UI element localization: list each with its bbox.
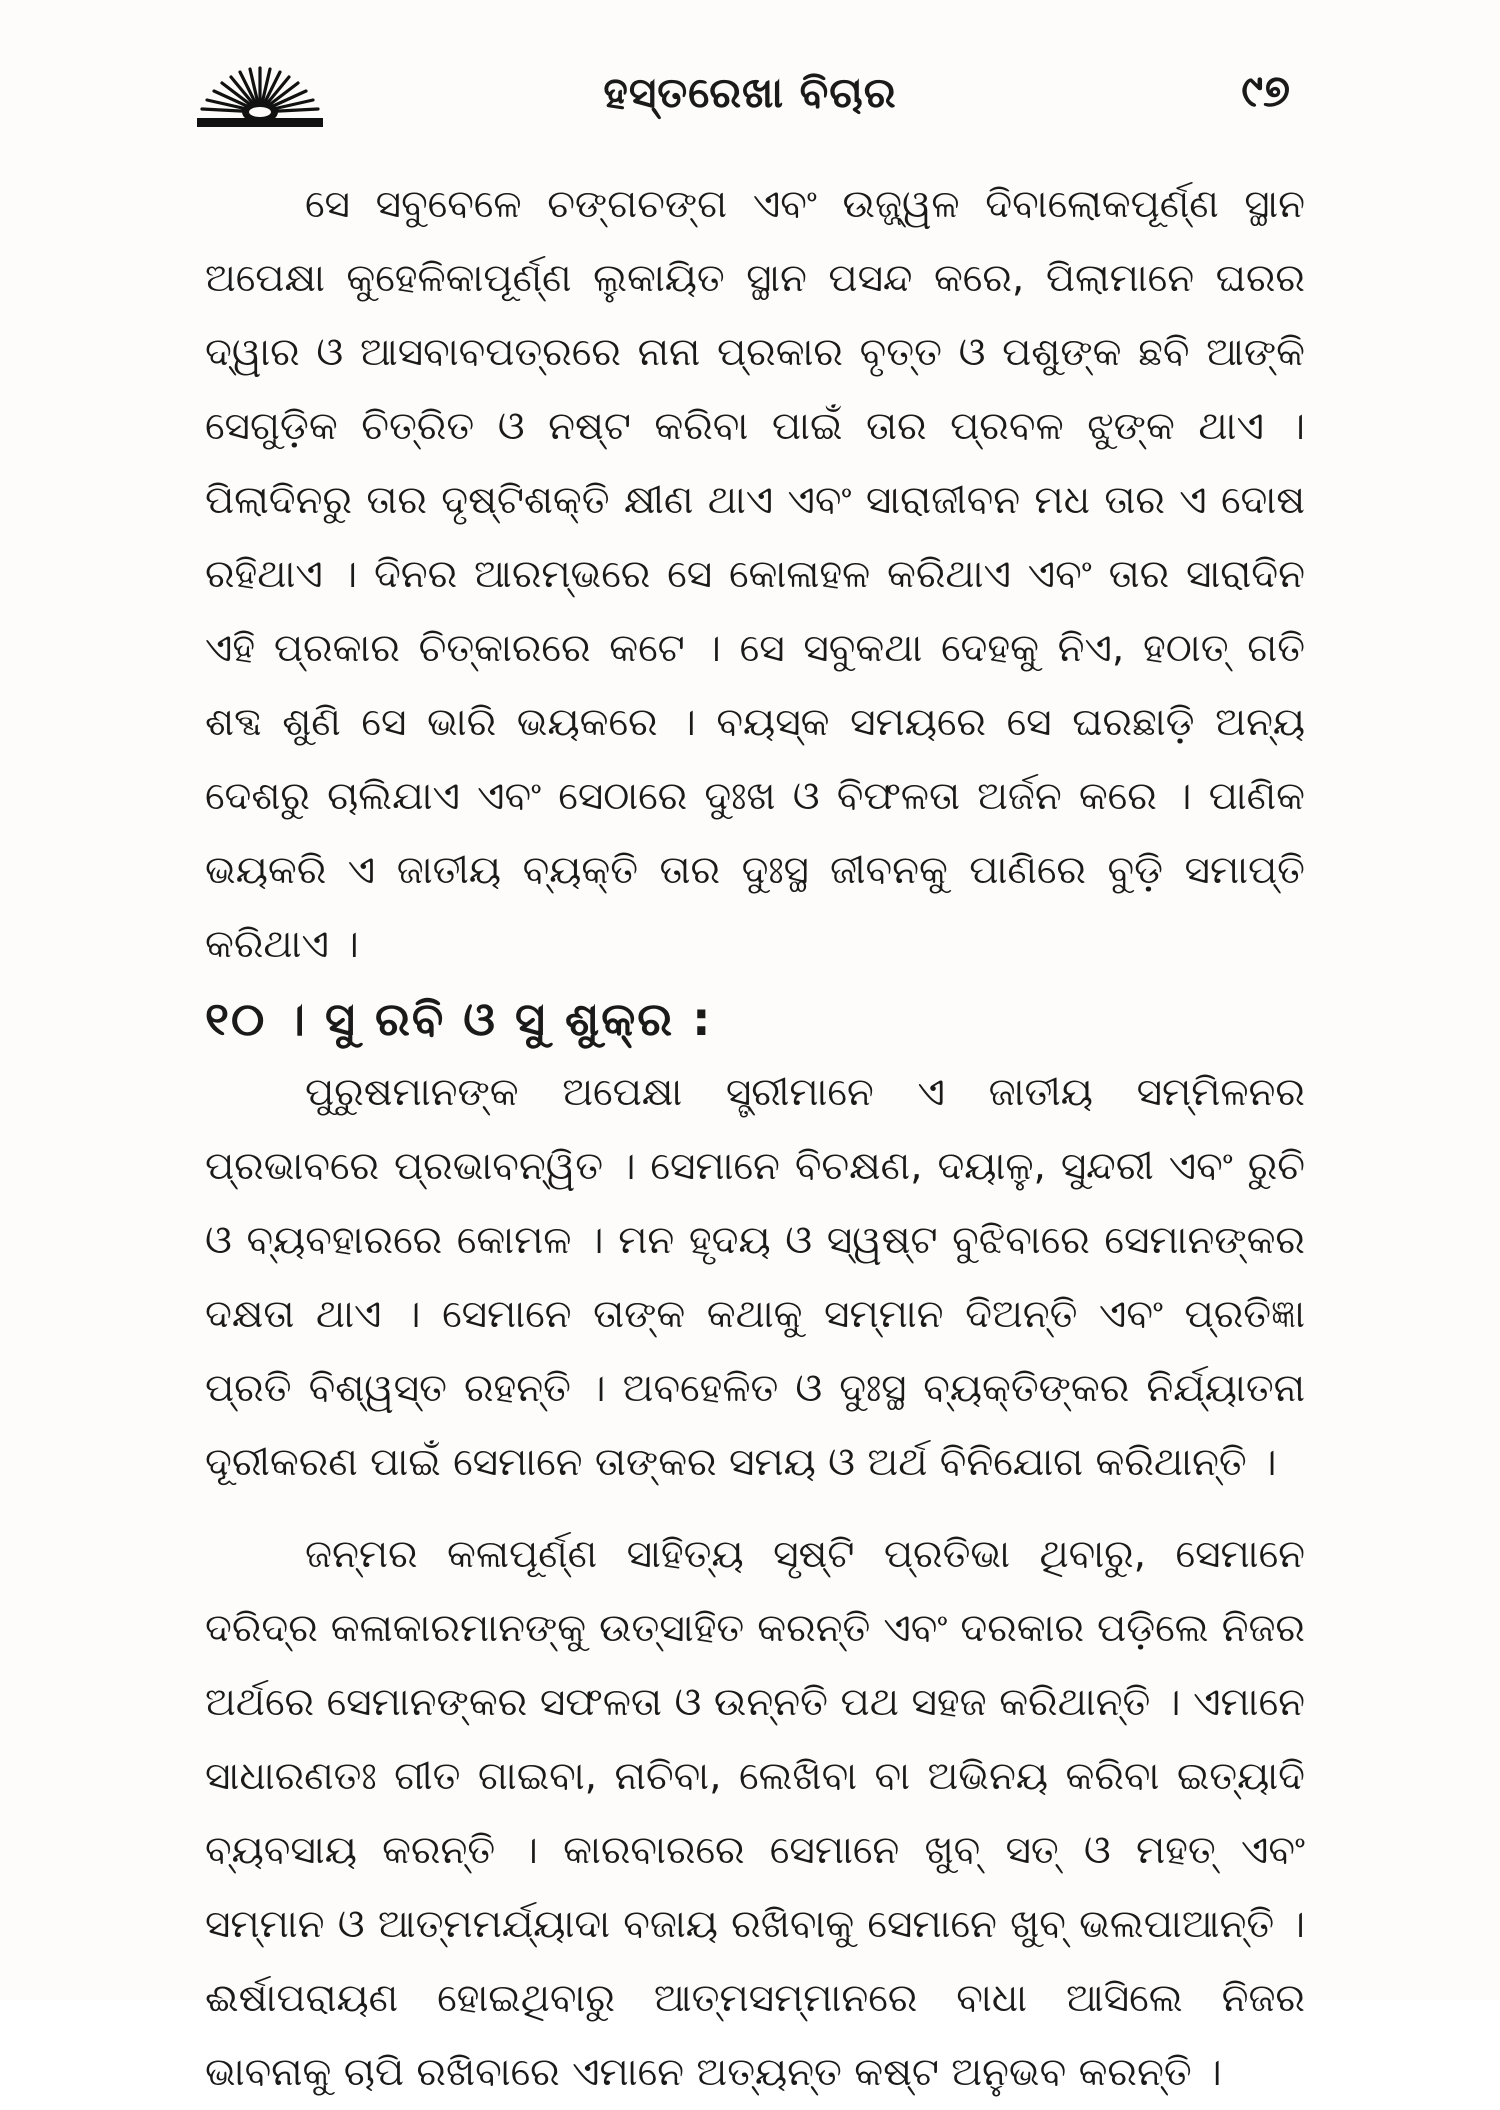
page-number: ୯୭ bbox=[1241, 66, 1290, 117]
page-body bbox=[205, 168, 1305, 2110]
paragraph-2: ପୁରୁଷମାନଙ୍କ ଅପେକ୍ଷା ସ୍ତ୍ରୀମାନେ ଏ ଜାତୀୟ ସମ୍ମିଳନର ପ୍ରଭାବରେ ପ୍ରଭାବନ୍ୱିତ । ସେମାନେ ବିଚକ୍ଷଣ, ଦୟାଳୁ, ସୁନ୍ଦରୀ ଏବଂ ରୁଚି ଓ ବ୍ୟବହାରରେ କୋମଳ । ମନ ହୃଦୟ ଓ ସ୍ୱଷ୍ଟ ବୁଝିବାରେ ସେମାନଙ୍କର ଦକ୍ଷତା ଥାଏ । ସେମାନେ ତାଙ୍କ କଥାକୁ ସମ୍ମାନ ଦିଅନ୍ତି ଏବଂ ପ୍ରତିଜ୍ଞା ପ୍ରତି ବିଶ୍ୱସ୍ତ ରହନ୍ତି । ଅବହେଳିତ ଓ ଦୁଃସ୍ଥ ବ୍ୟକ୍ତିଙ୍କର ନିର୍ଯ୍ୟାତନା ଦୂରୀକରଣ ପାଇଁ ସେମାନେ ତାଙ୍କର ସମୟ ଓ ଅର୍ଥ ବିନିଯୋଗ କରିଥାନ୍ତି । bbox=[205, 1070, 1305, 1485]
paragraph-1: ସେ ସବୁବେଳେ ଚଙ୍ଗଚଙ୍ଗ ଏବଂ ଉଜ୍ଜ୍ୱଳ ଦିବାଲୋକପୂର୍ଣ୍ଣ ସ୍ଥାନ ଅପେକ୍ଷା କୁହେଳିକାପୂର୍ଣ୍ଣ ଲୁକାୟିତ ସ୍ଥାନ ପସନ୍ଦ କରେ, ପିଲାମାନେ ଘରର ଦ୍ୱାର ଓ ଆସବାବପତ୍ରରେ ନାନା ପ୍ରକାର ବୃତ୍ତ ଓ ପଶୁଙ୍କ ଛବି ଆଙ୍କି ସେଗୁଡ଼ିକ ଚିତ୍ରିତ ଓ ନଷ୍ଟ କରିବା ପାଇଁ ତାର ପ୍ରବଳ ଝୁଙ୍କ ଥାଏ । ପିଲାଦିନରୁ ତାର ଦୃଷ୍ଟିଶକ୍ତି କ୍ଷୀଣ ଥାଏ ଏବଂ ସାରାଜୀବନ ମଧ ତାର ଏ ଦୋଷ ରହିଥାଏ । ଦିନର ଆରମ୍ଭରେ ସେ କୋଳାହଳ କରିଥାଏ ଏବଂ ତାର ସାରାଦିନ ଏହି ପ୍ରକାର ଚିତ୍କାରରେ କଟେ । ସେ ସବୁକଥା ଦେହକୁ ନିଏ, ହଠାତ୍ ଗତି ଶବ୍ଦ ଶୁଣି ସେ ଭାରି ଭୟକରେ । ବୟସ୍କ ସମୟରେ ସେ ଘରଛାଡ଼ି ଅନ୍ୟ ଦେଶରୁ ଚାଲିଯାଏ ଏବଂ ସେଠାରେ ଦୁଃଖ ଓ ବିଫଳତା ଅର୍ଜନ କରେ । ପାଣିକ ଭୟକରି ଏ ଜାତୀୟ ବ୍ୟକ୍ତି ତାର ଦୁଃସ୍ଥ ଜୀବନକୁ ପାଣିରେ ବୁଡ଼ି ସମାପ୍ତି କରିଥାଏ । bbox=[205, 182, 1305, 967]
page-header bbox=[195, 60, 1305, 140]
running-title: ହସ୍ତରେଖା ବିଚାର bbox=[603, 68, 897, 117]
section-heading: ୧୦ । ସୁ ରବି ଓ ସୁ ଶୁକ୍ର : bbox=[205, 992, 713, 1046]
paragraph-3: ଜନ୍ମର କଳାପୂର୍ଣ୍ଣ ସାହିତ୍ୟ ସୃଷ୍ଟି ପ୍ରତିଭା ଥିବାରୁ, ସେମାନେ ଦରିଦ୍ର କଳାକାରମାନଙ୍କୁ ଉତ୍ସାହିତ କରନ୍ତି ଏବଂ ଦରକାର ପଡ଼ିଲେ ନିଜର ଅର୍ଥରେ ସେମାନଙ୍କର ସଫଳତା ଓ ଉନ୍ନତି ପଥ ସହଜ କରିଥାନ୍ତି । ଏମାନେ ସାଧାରଣତଃ ଗୀତ ଗାଇବା, ନାଚିବା, ଲେଖିବା ବା ଅଭିନୟ କରିବା ଇତ୍ୟାଦି ବ୍ୟବସାୟ କରନ୍ତି । କାରବାରରେ ସେମାନେ ଖୁବ୍ ସତ୍ ଓ ମହତ୍ ଏବଂ ସମ୍ମାନ ଓ ଆତ୍ମମର୍ଯ୍ୟାଦା ବଜାୟ ରଖିବାକୁ ସେମାନେ ଖୁବ୍ ଭଲପାଆନ୍ତି । ଈର୍ଷାପରାୟଣ ହୋଇଥିବାରୁ ଆତ୍ମସମ୍ମାନରେ ବାଧା ଆସିଲେ ନିଜର ଭାବନାକୁ ଚାପି ରଖିବାରେ ଏମାନେ ଅତ୍ୟନ୍ତ କଷ୍ଟ ଅନୁଭବ କରନ୍ତି । bbox=[205, 1532, 1305, 2095]
